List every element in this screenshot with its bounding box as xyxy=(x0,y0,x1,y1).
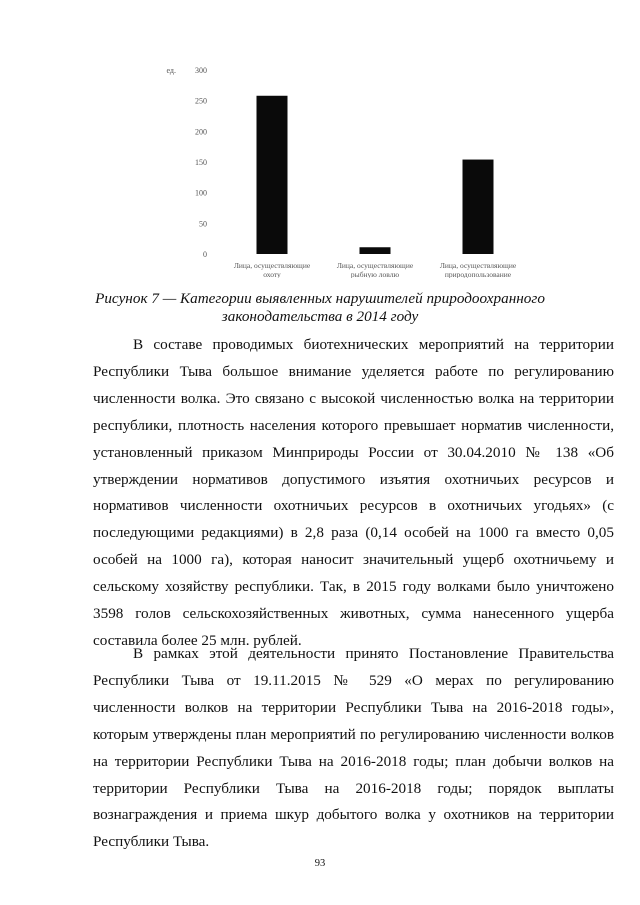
paragraph2-line: Республики Тыва. xyxy=(93,833,210,851)
paragraph1-line: 3598 голов сельскохозяйственных животных, сумма нанесенного ущерба xyxy=(93,605,614,623)
caption-line-1: Рисунок 7 — Категории выявленных нарушителей природоохранного xyxy=(95,290,545,307)
caption-line-2: законодательства в 2014 году xyxy=(221,308,419,325)
y-tick-label: 300 xyxy=(195,66,207,75)
page-number: 93 xyxy=(314,858,326,869)
paragraph2-line: которым утверждены план мероприятий по регулированию численности волков xyxy=(93,725,614,743)
paragraph1-line: республики, плотность населения которого превышает норматив численности, xyxy=(93,416,614,434)
y-tick-label: 100 xyxy=(195,188,207,198)
paragraph1-line: сельскому хозяйству республики. Так, в 2015 году волками было уничтожено xyxy=(93,578,614,596)
bar xyxy=(360,247,391,254)
paragraph1-line: установленный приказом Минприроды России от 30.04.2010 № 138 «Об xyxy=(93,443,614,461)
bar-chart-svg xyxy=(150,58,550,278)
bar xyxy=(463,160,494,254)
category-label: Лица, осуществляющие природопользование xyxy=(439,261,517,278)
paragraph-wolf-population xyxy=(93,332,614,655)
paragraph1-line: нормативов численности охотничьих ресурсов в охотничьих угодьях» (с xyxy=(93,497,614,515)
y-tick-label: 150 xyxy=(195,158,207,167)
paragraph1-line: численности волка. Это связано с высокой численностью волка на территории xyxy=(93,389,614,407)
paragraph2-line: В рамках этой деятельности принято Постановление Правительства xyxy=(133,645,614,662)
figure-caption xyxy=(90,290,550,326)
bar-chart xyxy=(150,58,550,278)
y-unit-label: ед. xyxy=(166,66,176,75)
paragraph2-line: вознаграждения и приема шкур добытого волка у охотников на территории xyxy=(93,806,614,824)
category-label: Лица, осуществляющие рыбную ловлю xyxy=(336,261,414,278)
paragraph1-line: утверждении нормативов допустимого изъятия охотничьих ресурсов и xyxy=(93,470,614,488)
paragraph1-line: последующими редакциями) в 2,8 раза (0,14 особей на 1000 га вместо 0,05 xyxy=(93,524,614,542)
paragraph1-line: составила более 25 млн. рублей. xyxy=(93,631,302,649)
paragraph2-line: территории Республики Тыва на 2016-2018 годы; порядок выплаты xyxy=(93,779,614,797)
y-tick-label: 250 xyxy=(195,96,207,106)
paragraph1-line: Республики Тыва большое внимание уделяется работе по регулированию xyxy=(93,362,614,380)
bar xyxy=(257,96,288,254)
paragraph2-line: численности волков на территории Республики Тыва на 2016-2018 годы», xyxy=(93,698,614,716)
paragraph1-line: особей на 1000 га), которая наносит значительный ущерб охотничьему и xyxy=(93,551,614,569)
category-label: Лица, осуществляющие охоту xyxy=(233,261,311,278)
paragraph2-line: Республики Тыва от 19.11.2015 № 529 «О мерах по регулированию xyxy=(93,671,614,689)
y-tick-label: 50 xyxy=(199,219,207,229)
paragraph2-line: на территории Республики Тыва на 2016-2018 годы; план добычи волков на xyxy=(93,752,614,770)
y-tick-label: 200 xyxy=(195,127,207,137)
paragraph-government-decree xyxy=(93,641,614,856)
y-tick-label: 0 xyxy=(203,250,207,259)
paragraph1-line: В составе проводимых биотехнических мероприятий на территории xyxy=(133,336,614,353)
